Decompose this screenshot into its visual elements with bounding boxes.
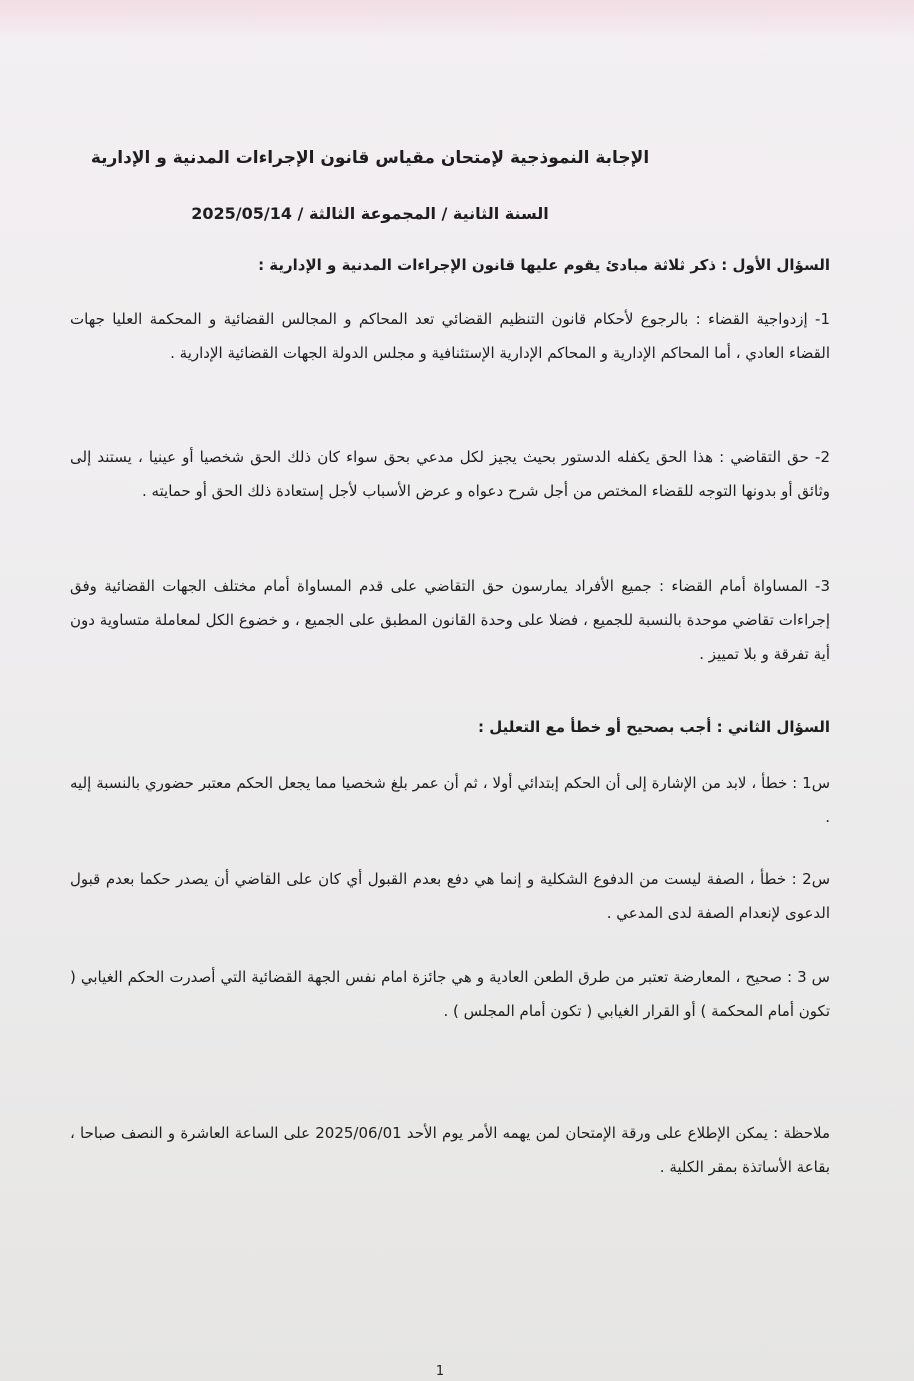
question-2-answer-3: س 3 : صحيح ، المعارضة تعتبر من طرق الطعن العادية و هي جائزة امام نفس الجهة القضائية التي أصدرت الحكم الغيابي ( تكون أمام المحكمة ) أو القرار الغيابي ( تكون أمام المجلس ) .: [70, 968, 830, 1020]
document-page: [40, 0, 830, 1381]
question-1-answer-2: 2- حق التقاضي : هذا الحق يكفله الدستور بحيث يجيز لكل مدعي بحق سواء كان ذلك الحق شخصيا أو عينيا ، يستند إلى وثائق أو بدونها التوجه للقضاء المختص من أجل شرح دعواه و عرض الأسباب لأجل إستعادة ذلك الحق أو حمايته .: [70, 448, 830, 500]
question-1-answer-3: 3- المساواة أمام القضاء : جميع الأفراد يمارسون حق التقاضي على قدم المساواة أمام مختلف الجهات القضائية وفق إجراءات تقاضي موحدة بالنسبة للجميع ، فضلا على وحدة القانون المطبق على الجميع ، و خضوع الكل لمعاملة متساوية دون أية تفرقة و بلا تمييز .: [70, 577, 830, 663]
document-title: الإجابة النموذجية لإمتحان مقياس قانون الإجراءات المدنية و الإدارية: [90, 148, 650, 168]
question-2-heading: السؤال الثاني : أجب بصحيح أو خطأ مع التعليل :: [478, 718, 830, 736]
question-2-answer-1: س1 : خطأ ، لابد من الإشارة إلى أن الحكم إبتدائي أولا ، ثم أن عمر بلغ شخصيا مما يجعل الحكم معتبر حضوري بالنسبة إليه .: [70, 774, 830, 826]
document-subtitle: السنة الثانية / المجموعة الثالثة / 2025/05/14: [191, 204, 549, 223]
page-number: 1: [435, 1364, 445, 1379]
question-1-answer-1: 1- إزدواجية القضاء : بالرجوع لأحكام قانون التنظيم القضائي تعد المحاكم و المجالس القضائية و المحكمة العليا جهات القضاء العادي ، أما المحاكم الإدارية و المحاكم الإدارية الإستئنافية و مجلس الدولة الجهات القضائية الإدارية .: [70, 310, 830, 362]
question-1-heading: السؤال الأول : ذكر ثلاثة مبادئ يقوم عليها قانون الإجراءات المدنية و الإدارية :: [258, 256, 830, 274]
question-2-answer-2: س2 : خطأ ، الصفة ليست من الدفوع الشكلية و إنما هي دفع بعدم القبول أي كان على القاضي أن يصدر حكما بعدم قبول الدعوى لإنعدام الصفة لدى المدعي .: [70, 870, 830, 922]
exam-note: ملاحظة : يمكن الإطلاع على ورقة الإمتحان لمن يهمه الأمر يوم الأحد 2025/06/01 على الساعة العاشرة و النصف صباحا ، بقاعة الأساتذة بمقر الكلية .: [70, 1124, 830, 1176]
